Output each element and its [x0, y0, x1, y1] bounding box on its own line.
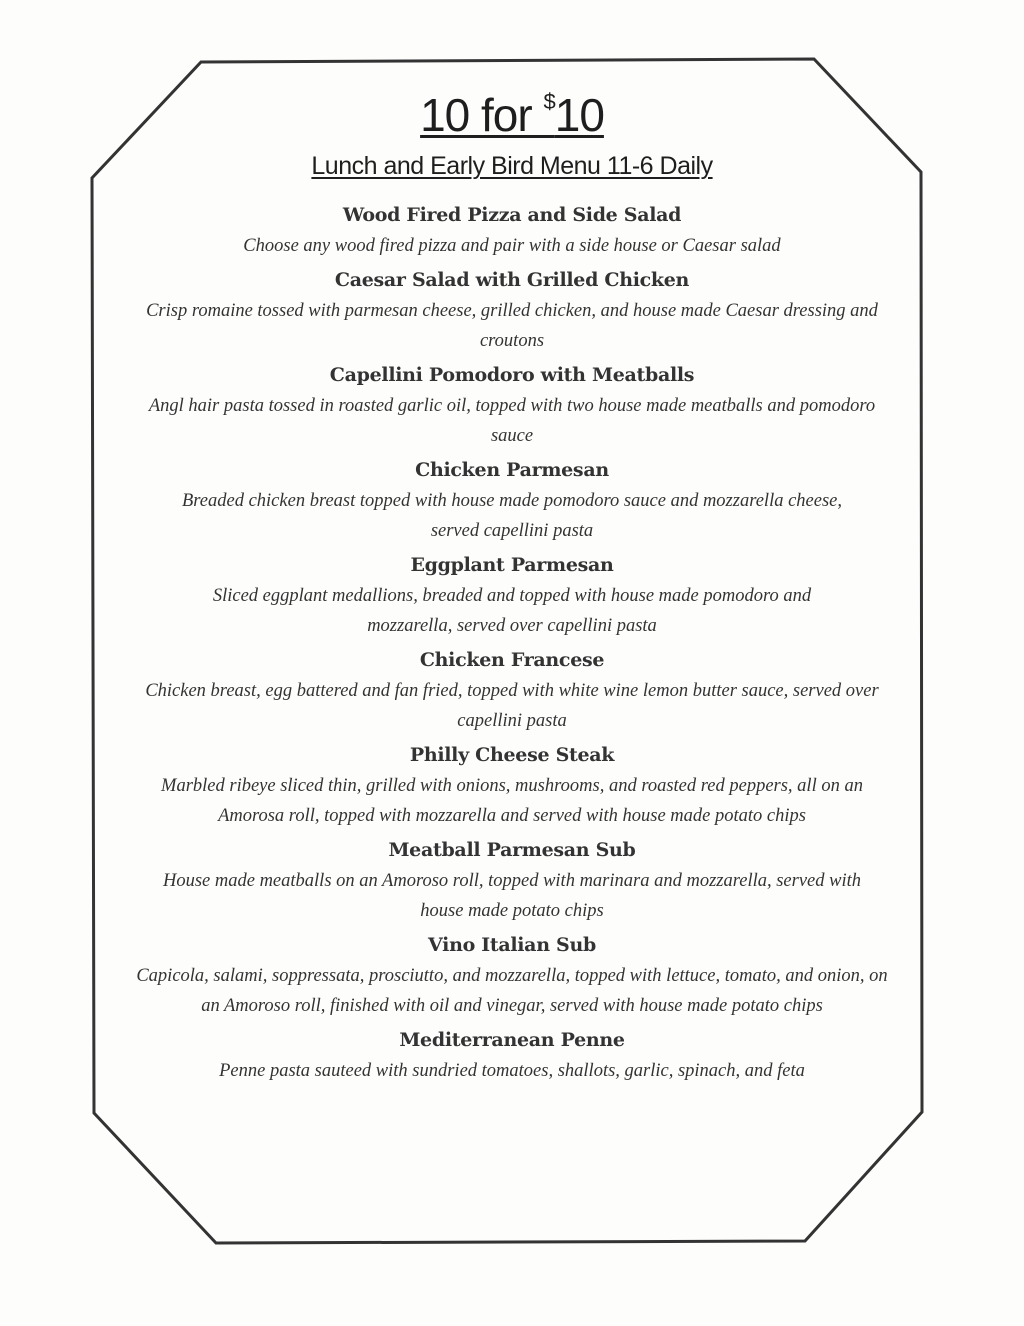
- menu-item-name: Caesar Salad with Grilled Chicken: [334, 269, 690, 291]
- menu-title: [130, 72, 894, 145]
- menu-subtitle: Lunch and Early Bird Menu 11-6 Daily: [311, 152, 713, 180]
- menu-item: [130, 1024, 894, 1086]
- menu-item-name: Eggplant Parmesan: [410, 554, 614, 576]
- menu-item-name: Wood Fired Pizza and Side Salad: [342, 204, 682, 226]
- title-currency-symbol: $: [543, 89, 555, 114]
- menu-item-description: Crisp romaine tossed with parmesan cheese, grilled chicken, and house made Caesar dressing and croutons: [146, 301, 878, 351]
- menu-item-description: Angl hair pasta tossed in roasted garlic oil, topped with two house made meatballs and pomodoro sauce: [148, 396, 876, 446]
- menu-item: [130, 359, 894, 451]
- menu-item-name: Chicken Parmesan: [415, 459, 609, 481]
- menu-item-description: Sliced eggplant medallions, breaded and topped with house made pomodoro and mozzarella, served over capellini pasta: [212, 586, 812, 636]
- menu-item: [130, 739, 894, 831]
- menu-item: [130, 454, 894, 546]
- menu-item-description: Marbled ribeye sliced thin, grilled with onions, mushrooms, and roasted red peppers, all on an Amorosa roll, topped with mozzarella and served with house made potato chips: [161, 776, 863, 826]
- menu-item-name: Mediterranean Penne: [399, 1029, 625, 1051]
- menu-item: [130, 834, 894, 926]
- menu-item-name: Capellini Pomodoro with Meatballs: [329, 364, 695, 386]
- menu-item: [130, 264, 894, 356]
- menu-item: [130, 929, 894, 1021]
- menu-item-name: Chicken Francese: [419, 649, 605, 671]
- menu-item-description: House made meatballs on an Amoroso roll, topped with marinara and mozzarella, served with house made potato chips: [162, 871, 862, 921]
- menu-item-description: Penne pasta sauteed with sundried tomatoes, shallots, garlic, spinach, and feta: [219, 1061, 805, 1081]
- menu-item: [130, 549, 894, 641]
- menu-item: [130, 644, 894, 736]
- menu-page: [130, 72, 894, 1089]
- title-prefix: 10 for: [420, 89, 544, 141]
- menu-item-description: Breaded chicken breast topped with house made pomodoro sauce and mozzarella cheese, served capellini pasta: [181, 491, 843, 541]
- menu-item-name: Philly Cheese Steak: [409, 744, 615, 766]
- menu-item-description: Capicola, salami, soppressata, prosciutto, and mozzarella, topped with lettuce, tomato, and onion, on an Amoroso roll, finished with oil and vinegar, served with house made potato chips: [136, 966, 888, 1016]
- menu-item-name: Meatball Parmesan Sub: [388, 839, 636, 861]
- menu-item: [130, 199, 894, 261]
- menu-item-description: Chicken breast, egg battered and fan fried, topped with white wine lemon butter sauce, served over capellini pasta: [145, 681, 879, 731]
- menu-item-name: Vino Italian Sub: [428, 934, 596, 956]
- menu-item-description: Choose any wood fired pizza and pair with a side house or Caesar salad: [243, 236, 781, 256]
- title-amount: 10: [554, 89, 604, 141]
